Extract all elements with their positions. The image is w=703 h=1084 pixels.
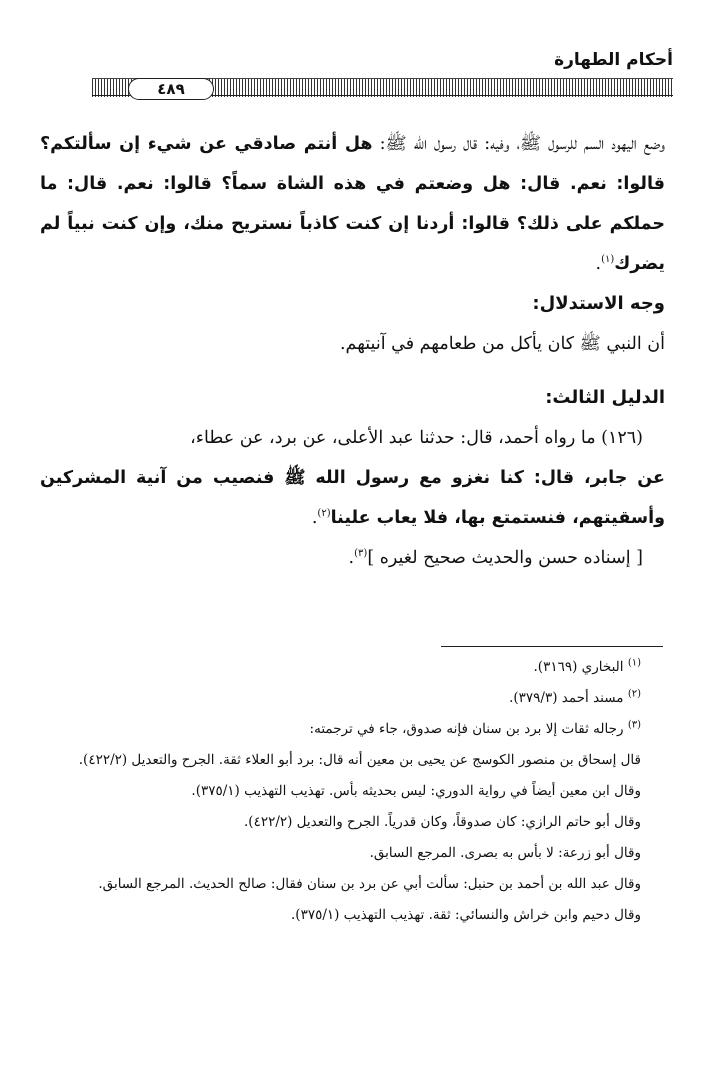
footnote-ref-2: (٢) bbox=[317, 508, 331, 520]
section-heading-inference: وجه الاستدلال: bbox=[532, 293, 665, 314]
footnote-3-line-abu-hatim: وقال أبو حاتم الرازي: كان صدوقاً، وكان قدرياً. الجرح والتعديل (٤٢٢/٢). bbox=[244, 814, 641, 830]
footnote-3-line-ishaq: قال إسحاق بن منصور الكوسج عن يحيى بن معين أنه قال: برد أبو العلاء ثقة. الجرح والتعديل (٤٢٢/٢). bbox=[78, 752, 641, 768]
paragraph-grading: [ إسناده حسن والحديث صحيح لغيره ]$^{(٣)}$. bbox=[348, 548, 643, 568]
grading-text: [ إسناده حسن والحديث صحيح لغيره ] bbox=[367, 548, 643, 568]
main-text bbox=[40, 124, 665, 578]
footnote-ref-3: (٣) bbox=[354, 548, 368, 560]
footnote-2: $^{(٢)}$ مسند أحمد (٣٧٩/٣). bbox=[509, 688, 641, 706]
paragraph-hadith-jabir: عن جابر، قال: كنا نغزو مع رسول الله ﷺ فنصيب من آنية المشركين وأسقيتهم، فنستمتع بها، فلا يعاب علينا$^{(٢)}$. bbox=[40, 468, 665, 528]
hadith-text-bold-jabir: عن جابر، قال: كنا نغزو مع رسول الله ﷺ فنصيب من آنية المشركين وأسقيتهم، فنستمتع بها، فلا يعاب علينا bbox=[40, 468, 665, 528]
footnote-3-line-abdullah: وقال عبد الله بن أحمد بن حنبل: سألت أبي عن برد بن سنان فقال: صالح الحديث. المرجع السابق. bbox=[98, 876, 641, 892]
section-heading-third-evidence: الدليل الثالث: bbox=[545, 387, 665, 408]
paragraph-inference: أن النبي ﷺ كان يأكل من طعامهم في آنيتهم. bbox=[339, 334, 665, 354]
running-header-title: أحكام الطهارة bbox=[554, 50, 673, 70]
hadith-text-bold: هل أنتم صادقي عن شيء إن سألتكم؟ قالوا: نعم. قال: هل وضعتم في هذه الشاة سماً؟ قالوا: نعم. قال: ما حملكم على ذلك؟ قالوا: أردنا إن كنت كاذباً نستريح منك، وإن كنت نبياً لم يضرك bbox=[40, 134, 665, 274]
footnotes bbox=[38, 652, 663, 931]
page-number-badge: ٤٨٩ bbox=[128, 78, 214, 100]
footnote-3-line-duhaym: وقال دحيم وابن خراش والنسائي: ثقة. تهذيب التهذيب (٣٧٥/١). bbox=[291, 907, 641, 923]
footnote-ref-1: (١) bbox=[601, 254, 615, 266]
footnote-3-line-abu-zura: وقال أبو زرعة: لا بأس به بصرى. المرجع السابق. bbox=[369, 845, 641, 861]
footnote-1: $^{(١)}$ البخاري (٣١٦٩). bbox=[533, 657, 641, 675]
footnote-3-line-ibn-main: وقال ابن معين أيضاً في رواية الدوري: ليس بحديثه بأس. تهذيب التهذيب (٣٧٥/١). bbox=[191, 783, 641, 799]
paragraph-hadith-poison: وضع اليهود السم للرسول ﷺ، وفيه: قال رسول الله ﷺ: هل أنتم صادقي عن شيء إن سألتكم؟ قالوا: نعم. قال: هل وضعتم في هذه الشاة سماً؟ قالوا: نعم. قال: ما حملكم على ذلك؟ قالوا: أردنا إن كنت كاذباً نستريح منك، وإن كنت نبياً لم يضرك$^{(١)}$. bbox=[40, 134, 665, 274]
footnote-3: $^{(٣)}$ رجاله ثقات إلا برد بن سنان فإنه صدوق، جاء في ترجمته: bbox=[309, 719, 641, 737]
narration-intro: وضع اليهود السم للرسول ﷺ، وفيه: قال رسول الله ﷺ: bbox=[372, 134, 665, 154]
footnote-separator bbox=[441, 646, 663, 647]
paragraph-isnad: (١٢٦) ما رواه أحمد، قال: حدثنا عبد الأعلى، عن برد، عن عطاء، bbox=[190, 428, 643, 448]
